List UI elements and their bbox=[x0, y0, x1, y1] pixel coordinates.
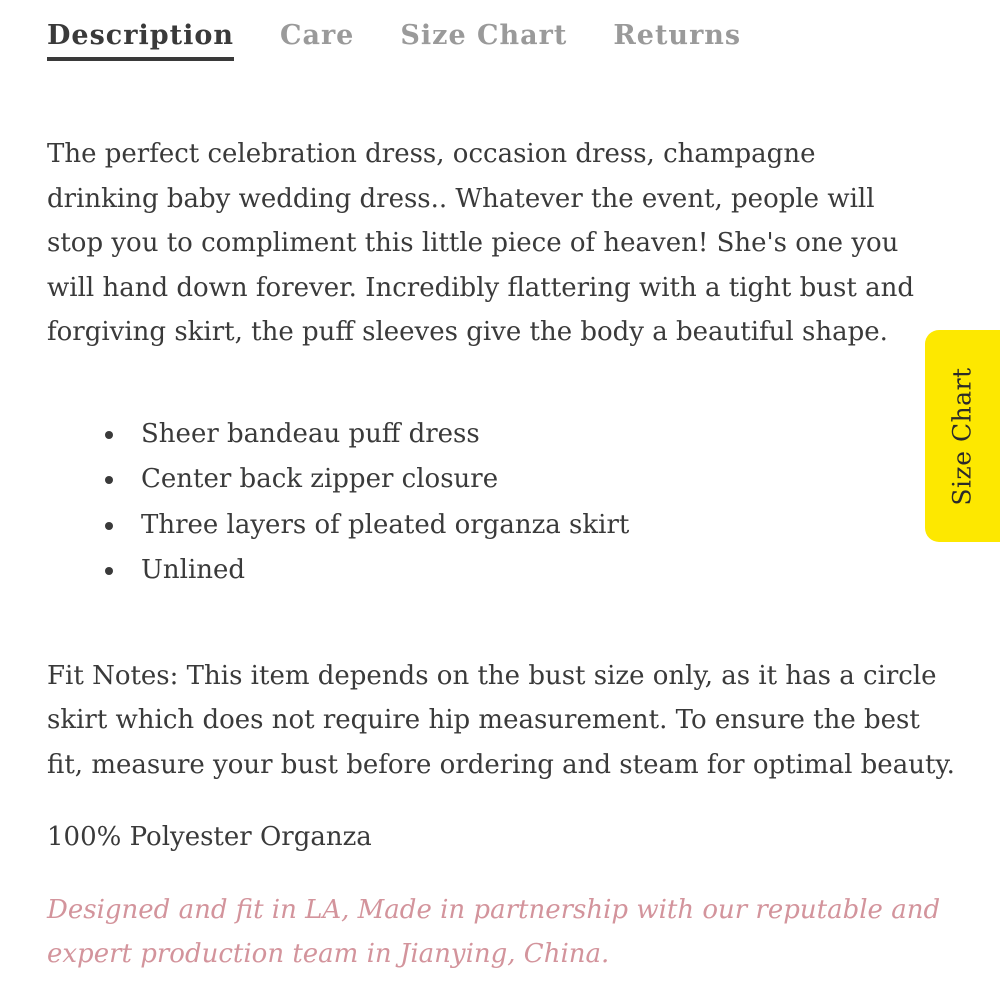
bullet-icon bbox=[105, 431, 113, 439]
description-panel bbox=[47, 132, 955, 977]
description-intro: The perfect celebration dress, occasion dress, champagne drinking baby wedding dress.. Whatever the event, people will stop you to compliment this little piece of heaven! She's one you will hand down forever. Incredibly flattering with a tight bust and forgiving skirt, the puff sleeves give the body a beautiful shape. bbox=[47, 139, 914, 347]
size-chart-floating-label: Size Chart bbox=[948, 366, 978, 506]
list-item bbox=[47, 412, 947, 458]
feature-text: Three layers of pleated organza skirt bbox=[141, 509, 630, 540]
feature-text: Center back zipper closure bbox=[141, 464, 499, 494]
fit-notes: Fit Notes: This item depends on the bust size only, as it has a circle skirt which does not require hip measurement. To ensure the best fit, measure your bust before ordering and steam for optimal beauty. bbox=[47, 660, 955, 780]
bullet-icon bbox=[105, 567, 113, 575]
bullet-icon bbox=[105, 476, 113, 484]
feature-list bbox=[47, 412, 947, 594]
material-info: 100% Polyester Organza bbox=[47, 822, 372, 852]
list-item bbox=[47, 548, 947, 594]
tab-returns[interactable]: Returns bbox=[613, 20, 742, 51]
origin-note: Designed and fit in LA, Made in partnership with our reputable and expert production team in Jianying, China. bbox=[47, 894, 941, 969]
bullet-icon bbox=[105, 522, 113, 530]
tab-size-chart[interactable]: Size Chart bbox=[400, 20, 568, 51]
tab-care[interactable]: Care bbox=[279, 20, 355, 51]
list-item bbox=[47, 457, 947, 503]
tab-description[interactable]: Description bbox=[47, 14, 234, 61]
size-chart-floating-button[interactable] bbox=[925, 330, 1000, 542]
list-item bbox=[47, 503, 947, 549]
product-tabs bbox=[47, 14, 787, 70]
feature-text: Unlined bbox=[141, 555, 246, 585]
feature-text: Sheer bandeau puff dress bbox=[141, 418, 480, 449]
